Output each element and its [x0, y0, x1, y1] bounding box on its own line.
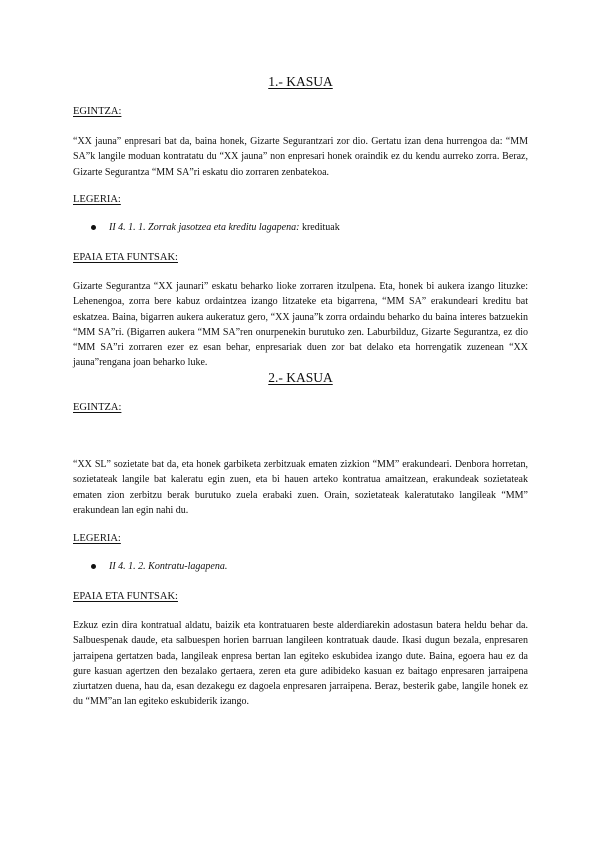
case2-egintza-heading: EGINTZA:	[73, 402, 122, 413]
case1-legeria-item	[91, 222, 340, 233]
case1-epaia-heading: EPAIA ETA FUNTSAK:	[73, 252, 178, 263]
bullet-icon	[91, 225, 96, 230]
case1-legeria-heading: LEGERIA:	[73, 194, 121, 205]
case2-epaia-text: Ezkuz ezin dira kontratual aldatu, baizik eta kontratuaren beste alderdiarekin adostasun batera heldu behar da. Salbuespenak daude, eta salbuespen horien barruan langileen kontratuak daude. Ikasi dugun bezala, enpresaren jarraipena gertatzen bada, langileak enpresa bertan lan egiteko eskubidea izango dute. Baina, egoera hau ez da gure kasuan agertzen den bezalako gertaera, zeren eta gure adibideko kasuan ez baitago enpresaren jarraipena ziurtatzen duena, hau da, esan dezakegu ez dagoela enpresaren jarraipena. Beraz, besterik gabe, langile honek ez du “MM”an lan egiteko eskubiderik izango.	[73, 620, 528, 708]
bullet-icon	[91, 564, 96, 569]
case2-egintza-text: “XX SL” sozietate bat da, eta honek garbiketa zerbitzuak ematen zizkion “MM” erakundeari. Denbora horretan, sozietateak langile bat kaleratu egin zuen, eta bi hauen arteko kontratua amaitzean, erakundeak sozietateak ematen zion zerbitzu berak burutuko zuela erabaki zuen. Orain, sozietateak kaleratutako langileak “MM” erakundean lan egin nahi du.	[73, 459, 528, 516]
case2-title: 2.- KASUA	[268, 370, 333, 385]
case2-legeria-heading: LEGERIA:	[73, 533, 121, 544]
case1-egintza-text: “XX jauna” enpresari bat da, baina honek, Gizarte Segurantzari zor dio. Gertatu izan dena hurrengoa da: “MM SA”k langile moduan kontratatu du “XX jauna” non enpresari honek oraindik ez du kendu aurreko zorra. Beraz, Gizarte Segurantza “MM SA”ri eskatu dio zorraren zenbatekoa.	[73, 136, 528, 178]
case2-epaia-heading: EPAIA ETA FUNTSAK:	[73, 591, 178, 602]
case1-title: 1.- KASUA	[268, 74, 333, 89]
case1-egintza-heading: EGINTZA:	[73, 106, 122, 117]
case2-legeria-item-ref: II 4. 1. 2. Kontratu-lagapena.	[109, 561, 228, 572]
case1-epaia-text: Gizarte Segurantza “XX jaunari” eskatu beharko lioke zorraren itzulpena. Eta, honek bi aukera izango lituzke: Lehenengoa, zorra bere kabuz ordaintzea izango litzateke eta bigarrena, “MM SA” erakundeari kreditu bat eskatzea. Baina, bigarren aukera aukeratuz gero, “XX jauna”k zorra ordaindu beharko du baina interes batzuekin “MM SA”ri. (Bigarren aukera “MM SA”ren onurpenekin burutuko zen. Laburbilduz, Gizarte Segurantza, ez dio “MM SA”ri zorraren ezer ez esan behar, enpresariak duen zor bat delako eta horrengatik zuzenean “XX jauna”rengana joan beharko luke.	[73, 281, 528, 369]
case1-legeria-item-ref: II 4. 1. 1. Zorrak jasotzea eta kreditu lagapena:	[109, 222, 300, 233]
case2-legeria-item	[91, 561, 227, 572]
case1-legeria-item-rest: kredituak	[299, 222, 340, 233]
